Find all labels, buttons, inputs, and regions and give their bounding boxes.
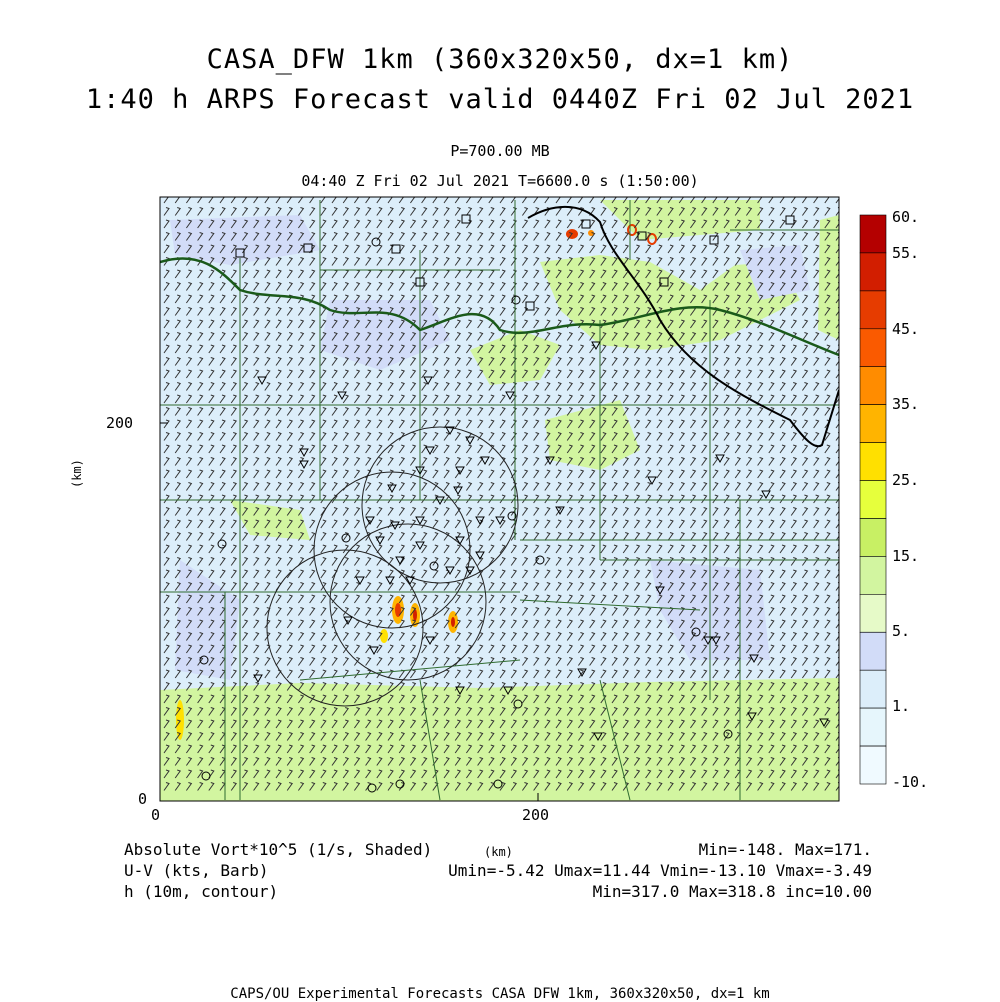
colorbar-swatch xyxy=(860,443,886,481)
x-axis-label: (km) xyxy=(484,845,513,859)
legend-field-wind: U-V (kts, Barb) xyxy=(124,861,269,880)
pressure-level-label: P=700.00 MB xyxy=(450,142,550,160)
colorbar-label: -10. xyxy=(892,773,929,791)
colorbar-swatch xyxy=(860,481,886,519)
colorbar-swatch xyxy=(860,253,886,291)
x-tick-200: 200 xyxy=(522,806,550,824)
colorbar-label: 35. xyxy=(892,395,920,413)
colorbar-label: 60. xyxy=(892,208,920,226)
legend-field-vorticity: Absolute Vort*10^5 (1/s, Shaded) xyxy=(124,840,433,859)
plot-title-line1: CASA_DFW 1km (360x320x50, dx=1 km) xyxy=(206,44,794,75)
colorbar-swatch xyxy=(860,632,886,670)
y-axis-label: (km) xyxy=(70,459,84,488)
colorbar-label: 45. xyxy=(892,320,920,338)
colorbar-swatch xyxy=(860,556,886,594)
colorbar-swatch xyxy=(860,594,886,632)
legend-field-height: h (10m, contour) xyxy=(124,882,279,901)
legend-stats-wind: Umin=-5.42 Umax=11.44 Vmin=-13.10 Vmax=-3.49 xyxy=(448,861,872,880)
colorbar-swatch xyxy=(860,367,886,405)
colorbar-swatch xyxy=(860,405,886,443)
x-tick-0: 0 xyxy=(151,806,161,824)
colorbar-label: 25. xyxy=(892,471,920,489)
legend-stats-vorticity: Min=-148. Max=171. xyxy=(698,840,872,859)
colorbar-swatch xyxy=(860,291,886,329)
legend-stats-height: Min=317.0 Max=318.8 inc=10.00 xyxy=(592,882,872,901)
colorbar-swatch xyxy=(860,746,886,784)
colorbar-label: 1. xyxy=(892,697,911,715)
y-tick-200: 200 xyxy=(106,414,134,432)
y-tick-0: 0 xyxy=(138,790,148,808)
valid-time-label: 04:40 Z Fri 02 Jul 2021 T=6600.0 s (1:50:00) xyxy=(301,172,699,190)
colorbar-swatch xyxy=(860,215,886,253)
colorbar-swatch xyxy=(860,670,886,708)
colorbar-swatch xyxy=(860,329,886,367)
colorbar-label: 15. xyxy=(892,547,920,565)
plot-title-line2: 1:40 h ARPS Forecast valid 0440Z Fri 02 Jul 2021 xyxy=(85,84,915,115)
footer-credit: CAPS/OU Experimental Forecasts CASA DFW 1km, 360x320x50, dx=1 km xyxy=(230,986,770,1002)
colorbar-swatch xyxy=(860,519,886,557)
colorbar-swatch xyxy=(860,708,886,746)
colorbar-label: 5. xyxy=(892,622,911,640)
colorbar-label: 55. xyxy=(892,244,920,262)
